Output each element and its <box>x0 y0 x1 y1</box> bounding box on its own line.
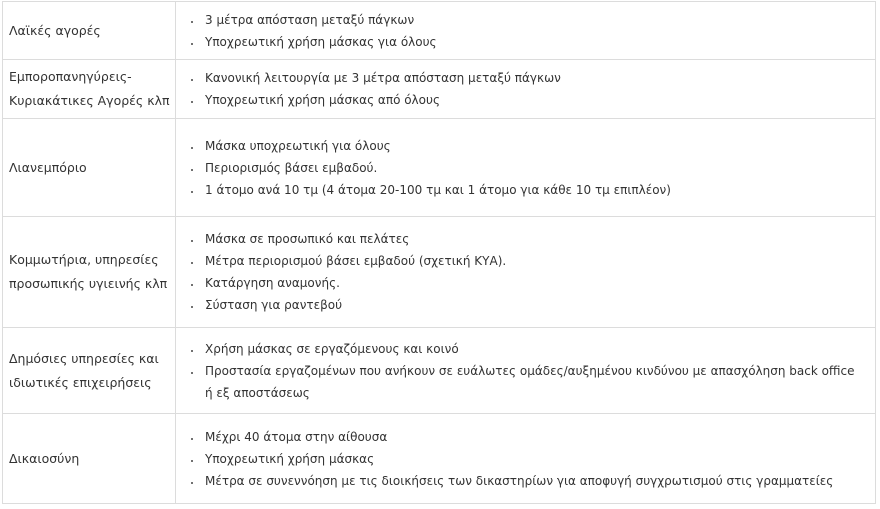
measure-item: • 1 άτομο ανά 10 τμ (4 άτομα 20-100 τμ και 1 άτομο για κάθε 10 τμ επιπλέον) <box>202 179 865 201</box>
measures-list <box>176 67 865 111</box>
category-cell: Λαϊκές αγορές <box>3 2 176 60</box>
measure-item: • Χρήση μάσκας σε εργαζόμενους και κοινό <box>202 338 865 360</box>
measures-cell <box>176 119 876 217</box>
measure-item: • Μέχρι 40 άτομα στην αίθουσα <box>202 426 865 448</box>
measures-cell <box>176 60 876 119</box>
category-cell: Εμποροπανηγύρεις-Κυριακάτικες Αγορές κλπ <box>3 60 176 119</box>
measures-list <box>176 9 865 53</box>
category-cell: Δημόσιες υπηρεσίες και ιδιωτικές επιχειρήσεις <box>3 328 176 414</box>
category-cell: Κομμωτήρια, υπηρεσίες προσωπικής υγιεινής κλπ <box>3 217 176 328</box>
measure-item: • Μέτρα περιορισμού βάσει εμβαδού (σχετική ΚΥΑ). <box>202 250 865 272</box>
measure-item: • Μάσκα υποχρεωτική για όλους <box>202 135 865 157</box>
measures-table <box>2 1 876 504</box>
measure-item: • Υποχρεωτική χρήση μάσκας για όλους <box>202 31 865 53</box>
measures-cell <box>176 217 876 328</box>
measure-item: • Μέτρα σε συνεννόηση με τις διοικήσεις των δικαστηρίων για αποφυγή συγχρωτισμού στις γραμματείες <box>202 470 865 492</box>
measure-item: • Υποχρεωτική χρήση μάσκας <box>202 448 865 470</box>
measure-item: • Προστασία εργαζομένων που ανήκουν σε ευάλωτες ομάδες/αυξημένου κινδύνου με απασχόληση back office ή εξ αποστάσεως <box>202 360 865 404</box>
measures-list <box>176 426 865 492</box>
measures-list <box>176 338 865 404</box>
measure-item: • Μάσκα σε προσωπικό και πελάτες <box>202 228 865 250</box>
measure-item: • Περιορισμός βάσει εμβαδού. <box>202 157 865 179</box>
measures-cell <box>176 328 876 414</box>
table-row <box>3 119 876 217</box>
measures-list <box>176 135 865 201</box>
table-row <box>3 217 876 328</box>
table-row <box>3 2 876 60</box>
table-row <box>3 328 876 414</box>
table-row <box>3 60 876 119</box>
measure-item: • Υποχρεωτική χρήση μάσκας από όλους <box>202 89 865 111</box>
table-row <box>3 414 876 504</box>
category-cell: Λιανεμπόριο <box>3 119 176 217</box>
measures-cell <box>176 2 876 60</box>
measures-cell <box>176 414 876 504</box>
measure-item: • Κατάργηση αναμονής. <box>202 272 865 294</box>
measure-item: • Σύσταση για ραντεβού <box>202 294 865 316</box>
measure-item: • 3 μέτρα απόσταση μεταξύ πάγκων <box>202 9 865 31</box>
measure-item: • Κανονική λειτουργία με 3 μέτρα απόσταση μεταξύ πάγκων <box>202 67 865 89</box>
category-cell: Δικαιοσύνη <box>3 414 176 504</box>
measures-list <box>176 228 865 316</box>
